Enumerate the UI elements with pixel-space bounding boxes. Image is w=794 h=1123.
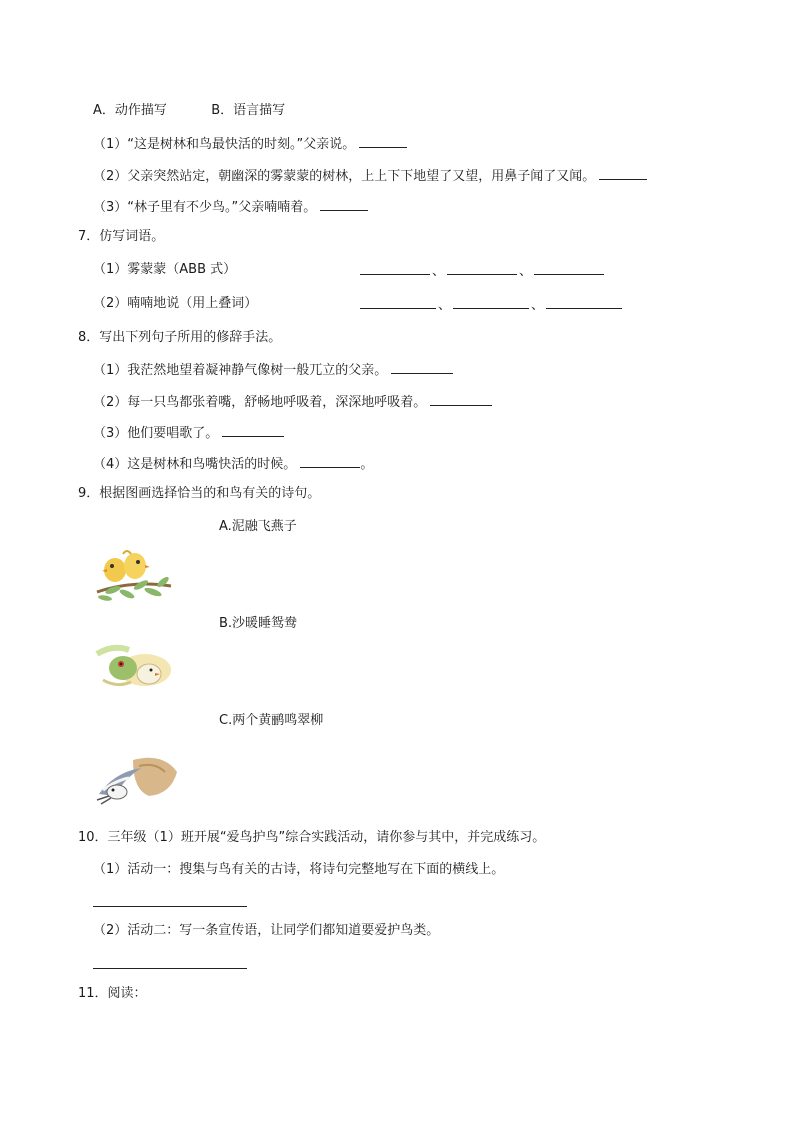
two-mandarin-ducks-image <box>93 640 175 692</box>
q7-item-1: （1）雾蒙蒙（ABB 式） <box>93 262 237 277</box>
swallow-flying-image <box>93 750 181 806</box>
q8-item-1-text: （1）我茫然地望着凝神静气像树一般兀立的父亲。 <box>93 363 388 378</box>
q7-1-sep-1: 、 <box>432 264 446 279</box>
q9-title: 9．根据图画选择恰当的和鸟有关的诗句。 <box>78 486 321 501</box>
q6-answer-2[interactable] <box>599 166 647 180</box>
q7-1-sep-2: 、 <box>519 264 533 279</box>
q6-answer-3[interactable] <box>320 197 368 211</box>
q6-item-1-text: （1）“这是树林和鸟最快活的时刻。”父亲说。 <box>93 137 356 152</box>
q7-1-blank-3[interactable] <box>534 261 604 275</box>
q7-item-2-answers <box>360 295 622 315</box>
q8-title: 8．写出下列句子所用的修辞手法。 <box>78 330 282 345</box>
q7-2-blank-1[interactable] <box>360 295 436 309</box>
q7-1-blank-2[interactable] <box>447 261 517 275</box>
q9-option-c: C.两个黄鹂鸣翠柳 <box>219 713 324 728</box>
q8-item-4-end: 。 <box>360 457 374 472</box>
q8-item-3-text: （3）他们要唱歌了。 <box>93 426 219 441</box>
q9-option-b: B.沙暖睡鸳鸯 <box>219 616 298 631</box>
q8-item-4 <box>93 454 373 474</box>
q7-item-2: （2）喃喃地说（用上叠词） <box>93 296 258 311</box>
q8-item-2-text: （2）每一只鸟都张着嘴，舒畅地呼吸着，深深地呼吸着。 <box>93 395 427 410</box>
two-orioles-on-willow-image <box>93 540 173 602</box>
q7-item-1-answers <box>360 261 604 281</box>
q6-item-2-text: （2）父亲突然站定，朝幽深的雾蒙蒙的树林，上上下下地望了又望，用鼻子闻了又闻。 <box>93 169 596 184</box>
q6-option-a: A．动作描写 <box>93 103 167 118</box>
q8-answer-1[interactable] <box>391 360 453 374</box>
q7-2-blank-3[interactable] <box>546 295 622 309</box>
q10-item-1: （1）活动一：搜集与鸟有关的古诗，将诗句完整地写在下面的横线上。 <box>93 862 505 877</box>
q11-title: 11．阅读： <box>78 986 147 1001</box>
q8-answer-2[interactable] <box>430 392 492 406</box>
q7-2-blank-2[interactable] <box>453 295 529 309</box>
q8-item-1 <box>93 360 453 380</box>
q6-item-2 <box>93 166 647 186</box>
q6-item-3-text: （3）“林子里有不少鸟。”父亲喃喃着。 <box>93 200 317 215</box>
q8-item-4-text: （4）这是树林和鸟嘴快活的时候。 <box>93 457 297 472</box>
q6-options <box>93 102 285 120</box>
q10-answer-2-line[interactable] <box>93 968 247 969</box>
q10-title: 10．三年级（1）班开展“爱鸟护鸟”综合实践活动，请你参与其中，并完成练习。 <box>78 830 546 845</box>
q6-item-3 <box>93 197 368 217</box>
q7-1-blank-1[interactable] <box>360 261 430 275</box>
q7-title: 7．仿写词语。 <box>78 229 165 244</box>
q8-item-2 <box>93 392 492 412</box>
q6-option-b: B．语言描写 <box>211 103 286 118</box>
q7-2-sep-2: 、 <box>531 298 545 313</box>
q6-item-1 <box>93 134 407 154</box>
q6-answer-1[interactable] <box>359 134 407 148</box>
q8-item-3 <box>93 423 284 443</box>
q9-option-a: A.泥融飞燕子 <box>219 519 297 534</box>
q10-item-2: （2）活动二：写一条宣传语，让同学们都知道要爱护鸟类。 <box>93 923 440 938</box>
q10-answer-1-line[interactable] <box>93 906 247 907</box>
q8-answer-4[interactable] <box>300 454 360 468</box>
q8-answer-3[interactable] <box>222 423 284 437</box>
q7-2-sep-1: 、 <box>438 298 452 313</box>
